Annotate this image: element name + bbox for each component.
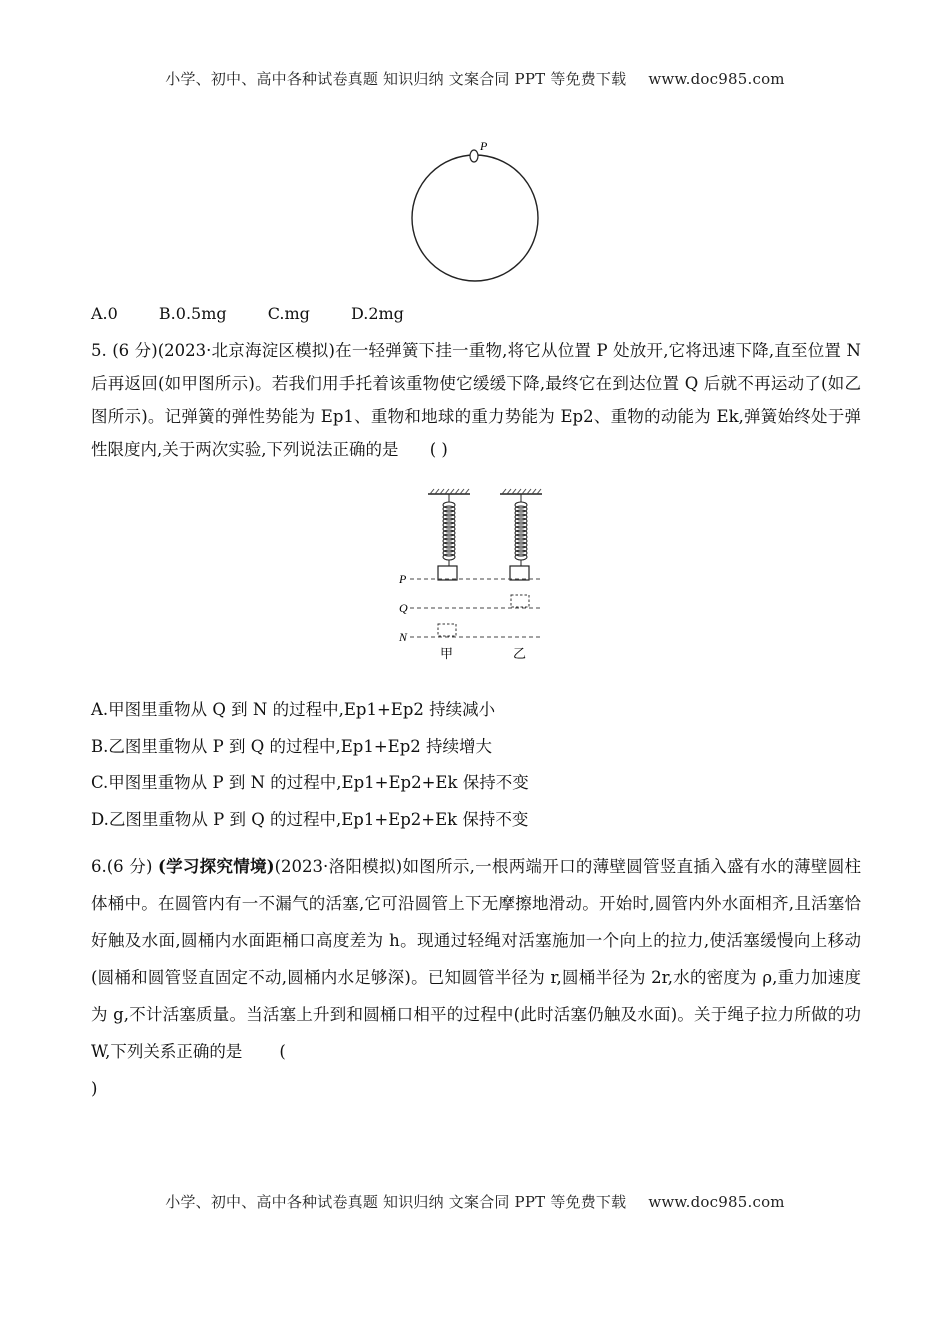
question-6 — [91, 848, 861, 1107]
q6-prefix: 6.(6 分) — [91, 857, 158, 876]
q6-text: (2023·洛阳模拟)如图所示,一根两端开口的薄壁圆管竖直插入盛有水的薄壁圆柱体桶中。在圆管内有一不漏气的活塞,它可沿圆管上下无摩擦地滑动。开始时,圆管内外水面相齐,且活塞恰好触及水面,圆桶内水面距桶口高度差为 h。现通过轻绳对活塞施加一个向上的拉力,使活塞缓慢向上移动(圆桶和圆管竖直固定不动,圆桶内水足够深)。已知圆管半径为 r,圆桶半径为 2r,水的密度为 ρ,重力加速度为 g,不计活塞质量。当活塞上升到和圆桶口相平的过程中(此时活塞仍触及水面)。关于绳子拉力所做的功 W,下列关系正确的是 — [91, 857, 862, 1061]
q4-choice-d[interactable]: D.2mg — [350, 304, 404, 323]
weight-jia-at-n — [438, 624, 456, 636]
q6-context-tag: (学习探究情境) — [157, 857, 275, 876]
label-q: Q — [399, 601, 408, 615]
label-p: P — [399, 572, 407, 586]
q5-option-a[interactable]: A.甲图里重物从 Q 到 N 的过程中,Ep1+Ep2 持续减小 — [91, 700, 496, 719]
label-jia: 甲 — [440, 647, 454, 662]
header-text: 小学、初中、高中各种试卷真题 知识归纳 文案合同 PPT 等免费下载 — [165, 70, 627, 88]
ceiling-yi — [500, 489, 542, 494]
q4-choice-a[interactable]: A.0 — [91, 304, 118, 323]
q5-text: 5. (6 分)(2023·北京海淀区模拟)在一轻弹簧下挂一重物,将它从位置 P 处放开,它将迅速下降,直至位置 N 后再返回(如甲图所示)。若我们用手托着该重物使它缓缓下降,最终它在到达位置 Q 后就不再运动了(如乙图所示)。记弹簧的弹性势能为 Ep1、重物和地球的重力势能为 Ep2、重物的动能为 Ek,弹簧始终处于弹性限度内,关于两次实验,下列说法正确的是 — [91, 341, 861, 459]
q6-answer-bracket-close: ) — [91, 1079, 98, 1098]
spring-jia — [443, 494, 455, 566]
weight-yi — [510, 566, 529, 580]
q5-option-b[interactable]: B.乙图里重物从 P 到 Q 的过程中,Ep1+Ep2 持续增大 — [91, 737, 493, 756]
spring-figure — [390, 484, 550, 664]
weight-yi-at-q — [511, 595, 529, 607]
q5-option-c[interactable]: C.甲图里重物从 P 到 N 的过程中,Ep1+Ep2+Ek 保持不变 — [91, 773, 529, 792]
weight-jia — [438, 566, 457, 580]
ceiling-jia — [428, 489, 470, 494]
page-header — [0, 68, 950, 89]
footer-text: 小学、初中、高中各种试卷真题 知识归纳 文案合同 PPT 等免费下载 — [165, 1193, 627, 1211]
spring-yi — [515, 494, 527, 566]
q6-answer-bracket-open[interactable]: ( — [279, 1042, 286, 1061]
circle-track-figure — [405, 138, 545, 284]
q4-choice-b[interactable]: B.0.5mg — [158, 304, 227, 323]
circle-track — [412, 155, 538, 281]
label-yi: 乙 — [513, 647, 527, 662]
footer-site[interactable]: www.doc985.com — [648, 1193, 785, 1211]
q5-answer-bracket[interactable]: ( ) — [429, 440, 448, 459]
label-p: P — [480, 139, 488, 153]
q4-choice-c[interactable]: C.mg — [267, 304, 310, 323]
label-n: N — [399, 630, 408, 644]
question-5 — [91, 334, 861, 466]
q4-choices — [91, 304, 440, 323]
header-site[interactable]: www.doc985.com — [648, 70, 785, 88]
page-footer — [0, 1191, 950, 1212]
q5-option-d[interactable]: D.乙图里重物从 P 到 Q 的过程中,Ep1+Ep2+Ek 保持不变 — [91, 810, 529, 829]
ring-p — [470, 150, 478, 162]
